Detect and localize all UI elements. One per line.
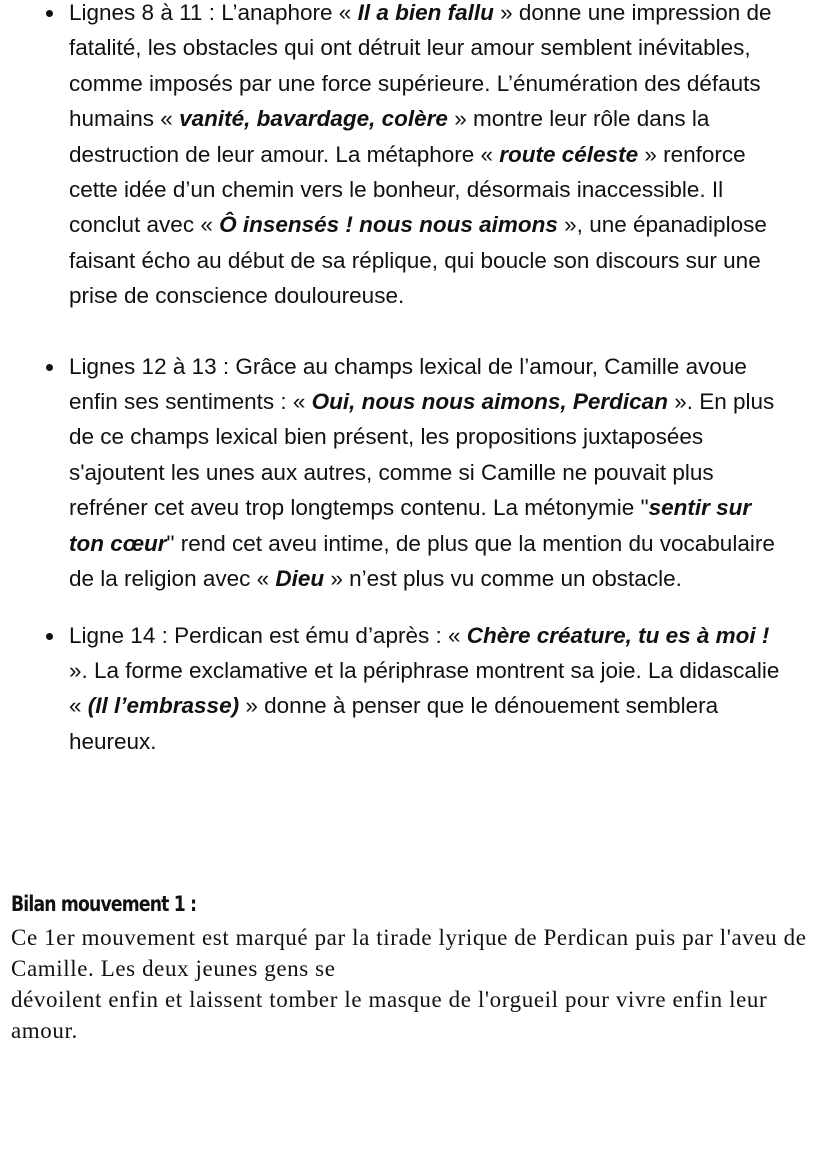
text-run: » montre leur rôle dans la destruction de leur amour. La métaphore «: [69, 106, 710, 167]
bullet-text: [69, 0, 772, 308]
bilan-section: [11, 888, 811, 1046]
text-run: » donne à penser que le dénouement semblera heureux.: [69, 693, 719, 754]
bullet-item-lignes-12-13: [0, 349, 828, 597]
text-run: » donne une impression de fatalité, les obstacles qui ont détruit leur amour semblent inévitables, comme imposés par une force supérieure. L’énumération des défauts humains «: [69, 0, 772, 132]
quote-run: Oui, nous nous aimons, Perdican: [311, 389, 668, 415]
text-run: " rend cet aveu intime, de plus que la mention du vocabulaire de la religion avec «: [69, 530, 775, 592]
quote-run: Chère créature, tu es à moi !: [466, 622, 770, 648]
bullet-text: [69, 623, 779, 754]
quote-run: Dieu: [275, 566, 325, 592]
quote-run: sentir sur ton cœur: [69, 495, 752, 556]
text-run: » renforce cette idée d’un chemin vers le bonheur, désormais inaccessible. Il conclut avec «: [69, 141, 746, 238]
bullet-dot-icon: [46, 364, 53, 371]
bullet-dot-icon: [46, 633, 53, 640]
bullet-dot-icon: [46, 10, 53, 17]
text-run: Lignes 12 à 13 : Grâce au champs lexical de l’amour, Camille avoue enfin ses sentiments : «: [69, 353, 747, 415]
bilan-text-line-2: dévoilent enfin et laissent tomber le masque de l'orgueil pour vivre enfin leur amour.: [11, 987, 768, 1043]
quote-run: route céleste: [499, 141, 639, 167]
text-run: ». La forme exclamative et la périphrase montrent sa joie. La didascalie «: [69, 657, 780, 719]
bullet-item-ligne-14: [0, 618, 828, 760]
text-run: Ligne 14 : Perdican est ému d’après : «: [69, 622, 467, 648]
text-run: Lignes 8 à 11 : L’anaphore «: [69, 0, 358, 25]
bilan-paragraph: [11, 922, 811, 1046]
quote-run: Ô insensés ! nous nous aimons: [219, 212, 558, 238]
text-run: ». En plus de ce champs lexical bien présent, les propositions juxtaposées s'ajoutent les unes aux autres, comme si Camille ne pouvait plus refréner cet aveu trop longtemps contenu. La métonymie ": [69, 389, 775, 521]
bullet-item-lignes-8-11: [0, 0, 828, 314]
bilan-text-line-1: Ce 1er mouvement est marqué par la tirade lyrique de Perdican puis par l'aveu de Camille. Les deux jeunes gens se: [11, 925, 807, 981]
text-run: » n’est plus vu comme un obstacle.: [324, 566, 682, 592]
text-run: », une épanadiplose faisant écho au début de sa réplique, qui boucle son discours sur une prise de conscience douloureuse.: [69, 212, 767, 309]
bullet-text: [69, 354, 775, 591]
quote-run: Il a bien fallu: [357, 0, 494, 25]
quote-run: vanité, bavardage, colère: [179, 106, 448, 132]
quote-run: (Il l’embrasse): [87, 693, 240, 719]
bilan-title: Bilan mouvement 1 :: [11, 892, 197, 916]
